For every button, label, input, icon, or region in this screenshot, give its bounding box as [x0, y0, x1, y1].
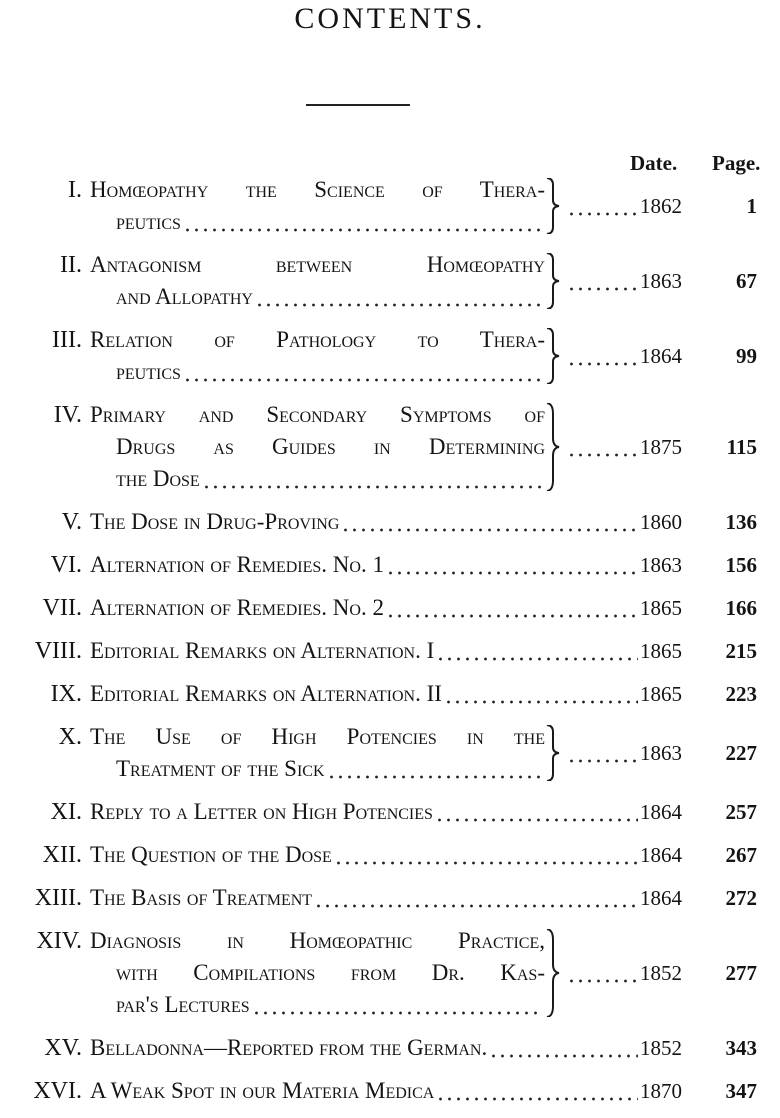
date-cell	[565, 174, 682, 238]
chapter-page: 347	[725, 1079, 757, 1103]
toc-entry[interactable]	[0, 249, 780, 313]
chapter-title-line	[90, 324, 545, 356]
chapter-title-line	[90, 989, 545, 1021]
chapter-title-line	[90, 1032, 682, 1064]
chapter-title-line	[90, 206, 545, 238]
toc-entry[interactable]	[0, 324, 780, 388]
toc-entry[interactable]	[0, 635, 780, 667]
toc-entry[interactable]	[0, 1075, 780, 1107]
chapter-title-text: The Use of High Potencies in the	[90, 724, 545, 749]
chapter-title-line	[90, 281, 545, 313]
chapter-title-line	[90, 431, 545, 463]
chapter-date: 1865	[640, 639, 682, 663]
date-cell	[565, 399, 682, 495]
chapter-title-line	[90, 1075, 682, 1107]
chapter-number: IV.	[53, 402, 82, 428]
dot-leader	[435, 796, 638, 828]
contents-list	[0, 174, 780, 1118]
chapter-title-line	[90, 839, 682, 871]
chapter-title-line	[90, 549, 682, 581]
chapter-number: XVI.	[33, 1078, 82, 1104]
chapter-title-text: Diagnosis in Homœopathic Practice,	[90, 928, 545, 953]
brace-icon	[545, 174, 565, 238]
chapter-title: A Weak Spot in our Materia Medica	[90, 1078, 435, 1103]
brace-icon	[545, 721, 565, 785]
toc-entry[interactable]	[0, 592, 780, 624]
chapter-title-text: Relation of Pathology to Thera-	[90, 327, 545, 352]
chapter-page: 257	[725, 800, 757, 824]
chapter-title-line	[90, 796, 682, 828]
chapter-date: 1864	[640, 800, 682, 824]
dot-leader	[327, 753, 543, 785]
chapter-title	[90, 721, 545, 785]
chapter-title-text: Antagonism between Homœopathy	[90, 252, 545, 277]
chapter-page: 223	[725, 682, 757, 706]
dot-leader	[567, 957, 638, 989]
chapter-date: 1863	[640, 269, 682, 293]
chapter-page: 272	[725, 886, 757, 910]
chapter-date: 1864	[640, 344, 682, 368]
chapter-title	[90, 324, 545, 388]
chapter-date: 1863	[640, 553, 682, 577]
dot-leader	[567, 190, 638, 222]
dot-leader	[202, 463, 543, 495]
toc-entry[interactable]	[0, 174, 780, 238]
chapter-page: 227	[725, 741, 757, 765]
chapter-number: X.	[58, 724, 82, 750]
chapter-page: 99	[736, 344, 757, 368]
chapter-date: 1860	[640, 510, 682, 534]
chapter-page: 267	[725, 843, 757, 867]
chapter-number: XIV.	[36, 928, 82, 954]
chapter-number: VII.	[42, 595, 82, 621]
chapter-date: 1852	[640, 961, 682, 985]
chapter-title: Belladonna—Reported from the German.	[90, 1035, 488, 1060]
dot-leader	[183, 356, 543, 388]
chapter-title-line	[90, 592, 682, 624]
chapter-title-text: and Allopathy	[116, 284, 253, 309]
dot-leader	[567, 265, 638, 297]
dot-leader	[436, 1075, 638, 1107]
brace-icon	[545, 324, 565, 388]
chapter-title-line	[90, 463, 545, 495]
chapter-date: 1863	[640, 741, 682, 765]
chapter-title-line	[90, 925, 545, 957]
chapter-title-text: Homœopathy the Science of Thera-	[90, 177, 545, 202]
chapter-title	[90, 174, 545, 238]
chapter-title-line	[90, 506, 682, 538]
chapter-title-line	[90, 174, 545, 206]
chapter-number: XV.	[44, 1035, 82, 1061]
chapter-number: IX.	[50, 681, 82, 707]
chapter-title-text: par's Lectures	[116, 992, 250, 1017]
chapter-date: 1862	[640, 194, 682, 218]
chapter-date: 1870	[640, 1079, 682, 1103]
chapter-title-line	[90, 635, 682, 667]
chapter-title-line	[90, 753, 545, 785]
chapter-title-text: with Compilations from Dr. Kas-	[116, 960, 545, 985]
chapter-date: 1865	[640, 596, 682, 620]
chapter-number: VIII.	[34, 638, 82, 664]
chapter-page: 215	[725, 639, 757, 663]
chapter-number: XII.	[42, 842, 82, 868]
date-cell	[565, 721, 682, 785]
chapter-page: 166	[725, 596, 757, 620]
toc-entry[interactable]	[0, 1032, 780, 1064]
dot-leader	[567, 737, 638, 769]
dot-leader	[489, 1032, 638, 1064]
chapter-title: Alternation of Remedies. No. 2	[90, 595, 384, 620]
date-cell	[565, 925, 682, 1021]
chapter-title-text: the Dose	[116, 466, 200, 491]
toc-entry[interactable]	[0, 506, 780, 538]
chapter-page: 67	[736, 269, 757, 293]
dot-leader	[314, 882, 638, 914]
toc-entry[interactable]	[0, 925, 780, 1021]
brace-icon	[545, 399, 565, 495]
chapter-number: II.	[60, 252, 82, 278]
chapter-title-text: Primary and Secondary Symptoms of	[90, 402, 545, 427]
toc-entry[interactable]	[0, 678, 780, 710]
chapter-title	[90, 249, 545, 313]
dot-leader	[567, 340, 638, 372]
chapter-title-line	[90, 882, 682, 914]
chapter-date: 1864	[640, 886, 682, 910]
chapter-title-line	[90, 678, 682, 710]
chapter-date: 1852	[640, 1036, 682, 1060]
title-rule	[306, 104, 410, 106]
date-cell	[565, 324, 682, 388]
chapter-number: I.	[68, 177, 82, 203]
brace-icon	[545, 249, 565, 313]
dot-leader	[341, 506, 638, 538]
chapter-title: Editorial Remarks on Alternation. I	[90, 638, 435, 663]
page-column-header: Page.	[712, 151, 761, 175]
date-cell	[565, 249, 682, 313]
dot-leader	[255, 281, 543, 313]
chapter-title-line	[90, 356, 545, 388]
dot-leader	[567, 431, 638, 463]
date-column-header: Date.	[630, 151, 678, 175]
chapter-number: XI.	[50, 799, 82, 825]
chapter-date: 1875	[640, 435, 682, 459]
chapter-title-text: Drugs as Guides in Determining	[116, 434, 545, 459]
chapter-title: Alternation of Remedies. No. 1	[90, 552, 384, 577]
dot-leader	[386, 592, 638, 624]
chapter-number: III.	[52, 327, 82, 353]
dot-leader	[252, 989, 543, 1021]
chapter-page: 277	[725, 961, 757, 985]
chapter-title-text: peutics	[116, 359, 181, 384]
chapter-date: 1865	[640, 682, 682, 706]
chapter-number: VI.	[50, 552, 82, 578]
dot-leader	[444, 678, 638, 710]
chapter-page: 1	[746, 194, 757, 218]
chapter-title-line	[90, 957, 545, 989]
chapter-number: V.	[61, 509, 82, 535]
chapter-title: The Basis of Treatment	[90, 885, 313, 910]
dot-leader	[386, 549, 638, 581]
dot-leader	[436, 635, 638, 667]
chapter-title-line	[90, 249, 545, 281]
chapter-title-text: peutics	[116, 209, 181, 234]
chapter-page: 343	[725, 1036, 757, 1060]
dot-leader	[183, 206, 543, 238]
chapter-title	[90, 399, 545, 495]
toc-entry[interactable]	[0, 549, 780, 581]
chapter-title-line	[90, 399, 545, 431]
chapter-page: 156	[725, 553, 757, 577]
toc-entry[interactable]	[0, 399, 780, 495]
chapter-title: Editorial Remarks on Alternation. II	[90, 681, 442, 706]
chapter-title: The Question of the Dose	[90, 842, 332, 867]
chapter-title	[90, 925, 545, 1021]
chapter-title-line	[90, 721, 545, 753]
toc-entry[interactable]	[0, 796, 780, 828]
chapter-page: 136	[725, 510, 757, 534]
brace-icon	[545, 925, 565, 1021]
chapter-page: 115	[726, 435, 757, 459]
chapter-title-text: Treatment of the Sick	[116, 756, 325, 781]
chapter-number: XIII.	[34, 885, 82, 911]
chapter-title: The Dose in Drug-Proving	[90, 509, 340, 534]
page-title: CONTENTS.	[294, 2, 486, 35]
dot-leader	[334, 839, 638, 871]
toc-entry[interactable]	[0, 839, 780, 871]
toc-entry[interactable]	[0, 882, 780, 914]
toc-entry[interactable]	[0, 721, 780, 785]
chapter-title: Reply to a Letter on High Potencies	[90, 799, 433, 824]
chapter-date: 1864	[640, 843, 682, 867]
